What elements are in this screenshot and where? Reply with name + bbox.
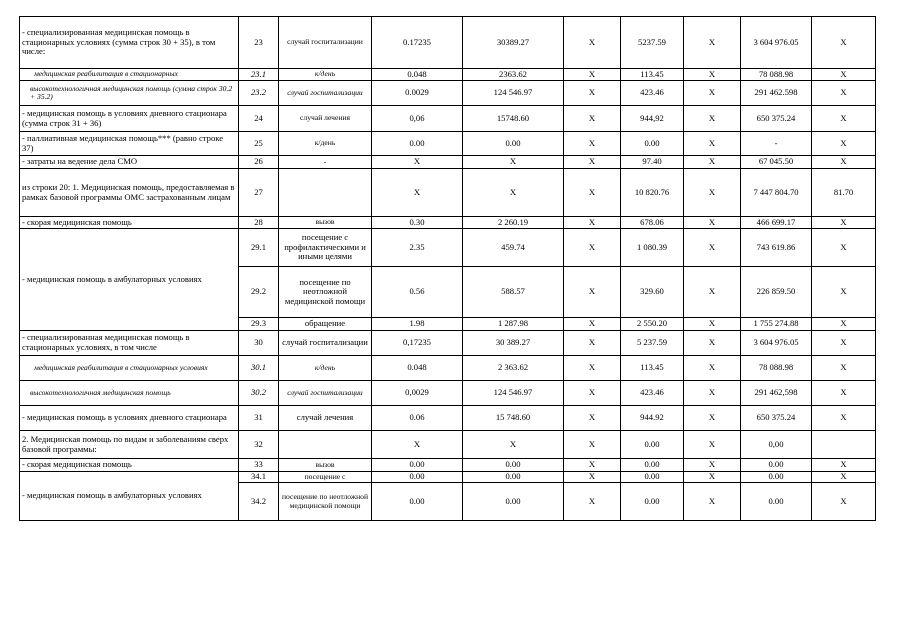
table-row bbox=[20, 17, 876, 69]
row-value: X bbox=[372, 169, 463, 217]
row-value: X bbox=[684, 217, 741, 229]
row-value: 0.00 bbox=[372, 483, 463, 521]
row-value: 743 619.86 bbox=[741, 229, 812, 267]
row-value: 2 260.19 bbox=[463, 217, 564, 229]
row-value: 30389.27 bbox=[463, 17, 564, 69]
row-value: X bbox=[812, 132, 876, 156]
row-value: X bbox=[564, 459, 621, 472]
row-value: X bbox=[684, 267, 741, 318]
row-unit: посещение с bbox=[279, 472, 372, 483]
row-value: 3 604 976.05 bbox=[741, 331, 812, 356]
row-number: 32 bbox=[239, 431, 279, 459]
row-value: 3 604 976.05 bbox=[741, 17, 812, 69]
row-value: 124 546.97 bbox=[463, 81, 564, 106]
row-value: X bbox=[812, 217, 876, 229]
table-row bbox=[20, 431, 876, 459]
table-row bbox=[20, 229, 876, 267]
row-value: 1.98 bbox=[372, 318, 463, 331]
row-value: 0.00 bbox=[621, 459, 684, 472]
row-name: - медицинская помощь в амбулаторных условиях bbox=[20, 472, 239, 521]
row-value: X bbox=[564, 472, 621, 483]
row-unit bbox=[279, 169, 372, 217]
row-value: 0.00 bbox=[372, 472, 463, 483]
row-value: X bbox=[812, 483, 876, 521]
row-value: 113.45 bbox=[621, 356, 684, 381]
row-unit: случай госпитализации bbox=[279, 331, 372, 356]
row-unit: случай лечения bbox=[279, 406, 372, 431]
row-value: 0.00 bbox=[463, 472, 564, 483]
row-value: X bbox=[372, 431, 463, 459]
row-number: 28 bbox=[239, 217, 279, 229]
row-value: X bbox=[463, 169, 564, 217]
row-unit: посещение с профилактическими и иными целями bbox=[279, 229, 372, 267]
row-value: X bbox=[684, 17, 741, 69]
row-name: - медицинская помощь в условиях дневного стационара (сумма строк 31 + 36) bbox=[20, 106, 239, 132]
row-value: 0.00 bbox=[741, 459, 812, 472]
row-unit: обращение bbox=[279, 318, 372, 331]
row-value: 113.45 bbox=[621, 69, 684, 81]
row-number: 31 bbox=[239, 406, 279, 431]
row-name: высокотехнологичная медицинская помощь bbox=[20, 381, 239, 406]
row-value: 0.00 bbox=[621, 431, 684, 459]
row-value: X bbox=[564, 406, 621, 431]
row-unit: - bbox=[279, 156, 372, 169]
row-value: 7 447 804.70 bbox=[741, 169, 812, 217]
row-value: X bbox=[564, 69, 621, 81]
row-value: 0.00 bbox=[463, 483, 564, 521]
row-value: 2 363.62 bbox=[463, 356, 564, 381]
row-number: 26 bbox=[239, 156, 279, 169]
row-value: X bbox=[684, 132, 741, 156]
row-value: X bbox=[684, 472, 741, 483]
row-value: 0.00 bbox=[741, 483, 812, 521]
row-value: 329.60 bbox=[621, 267, 684, 318]
row-value: 423.46 bbox=[621, 81, 684, 106]
row-value: 0.56 bbox=[372, 267, 463, 318]
row-value: X bbox=[564, 17, 621, 69]
row-value: 30 389.27 bbox=[463, 331, 564, 356]
row-value: 0.0029 bbox=[372, 81, 463, 106]
row-number: 29.3 bbox=[239, 318, 279, 331]
row-value: X bbox=[812, 472, 876, 483]
row-value: 1 755 274.88 bbox=[741, 318, 812, 331]
row-number: 30.1 bbox=[239, 356, 279, 381]
row-value: X bbox=[684, 356, 741, 381]
row-value: 78 088.98 bbox=[741, 356, 812, 381]
row-value: X bbox=[812, 17, 876, 69]
row-value: 78 088.98 bbox=[741, 69, 812, 81]
row-name: из строки 20: 1. Медицинская помощь, предоставляемая в рамках базовой программы ОМС застрахованным лицам bbox=[20, 169, 239, 217]
row-value: X bbox=[812, 381, 876, 406]
table-row bbox=[20, 356, 876, 381]
row-value: 0.00 bbox=[621, 483, 684, 521]
row-value: 459.74 bbox=[463, 229, 564, 267]
row-value: 0.00 bbox=[741, 472, 812, 483]
row-value: 81.70 bbox=[812, 169, 876, 217]
row-value: 291 462.598 bbox=[741, 81, 812, 106]
row-number: 24 bbox=[239, 106, 279, 132]
row-unit bbox=[279, 431, 372, 459]
row-value: X bbox=[684, 318, 741, 331]
row-value: 0.30 bbox=[372, 217, 463, 229]
row-value: 0.00 bbox=[372, 132, 463, 156]
table-row bbox=[20, 381, 876, 406]
row-value: 0.00 bbox=[372, 459, 463, 472]
row-value: X bbox=[564, 431, 621, 459]
row-value: X bbox=[812, 459, 876, 472]
row-number: 34.2 bbox=[239, 483, 279, 521]
row-value: 5 237.59 bbox=[621, 331, 684, 356]
row-value: 15 748.60 bbox=[463, 406, 564, 431]
row-unit: вызов bbox=[279, 459, 372, 472]
table-row bbox=[20, 217, 876, 229]
row-value: 650 375.24 bbox=[741, 406, 812, 431]
row-value: 423.46 bbox=[621, 381, 684, 406]
row-number: 23 bbox=[239, 17, 279, 69]
row-value: X bbox=[684, 69, 741, 81]
row-value: X bbox=[564, 267, 621, 318]
row-value: X bbox=[812, 229, 876, 267]
row-value: X bbox=[812, 406, 876, 431]
row-value: X bbox=[684, 406, 741, 431]
row-value: 0,0029 bbox=[372, 381, 463, 406]
row-value: 0.048 bbox=[372, 69, 463, 81]
row-value: X bbox=[812, 156, 876, 169]
row-name: - медицинская помощь в условиях дневного стационара bbox=[20, 406, 239, 431]
row-value: X bbox=[812, 267, 876, 318]
row-value: X bbox=[812, 318, 876, 331]
row-value: 67 045.50 bbox=[741, 156, 812, 169]
row-name: - скорая медицинская помощь bbox=[20, 217, 239, 229]
row-value: X bbox=[812, 81, 876, 106]
row-value: 0.00 bbox=[463, 459, 564, 472]
row-value: X bbox=[564, 132, 621, 156]
row-value: X bbox=[564, 169, 621, 217]
row-value: X bbox=[812, 331, 876, 356]
row-value: X bbox=[684, 169, 741, 217]
row-name: - медицинская помощь в амбулаторных условиях bbox=[20, 229, 239, 331]
row-value bbox=[812, 431, 876, 459]
row-value: X bbox=[564, 483, 621, 521]
row-value: 10 820.76 bbox=[621, 169, 684, 217]
row-value: 15748.60 bbox=[463, 106, 564, 132]
row-value: 0.00 bbox=[621, 132, 684, 156]
row-value: 97.40 bbox=[621, 156, 684, 169]
row-name: медицинская реабилитация в стационарных bbox=[20, 69, 239, 81]
row-value: 2.35 bbox=[372, 229, 463, 267]
table-row bbox=[20, 69, 876, 81]
row-value: X bbox=[684, 106, 741, 132]
row-value: 2 550.20 bbox=[621, 318, 684, 331]
row-value: 0.00 bbox=[621, 472, 684, 483]
row-number: 27 bbox=[239, 169, 279, 217]
row-value: X bbox=[564, 318, 621, 331]
row-name: - скорая медицинская помощь bbox=[20, 459, 239, 472]
row-number: 23.1 bbox=[239, 69, 279, 81]
row-value: X bbox=[812, 356, 876, 381]
financial-table bbox=[19, 16, 876, 521]
row-value: 650 375.24 bbox=[741, 106, 812, 132]
row-number: 29.1 bbox=[239, 229, 279, 267]
row-number: 30.2 bbox=[239, 381, 279, 406]
row-value: X bbox=[463, 156, 564, 169]
row-unit: вызов bbox=[279, 217, 372, 229]
table-row bbox=[20, 472, 876, 483]
row-value: 466 699.17 bbox=[741, 217, 812, 229]
row-value: 0.00 bbox=[463, 132, 564, 156]
row-value: X bbox=[564, 331, 621, 356]
table-row bbox=[20, 459, 876, 472]
row-value: 944.92 bbox=[621, 406, 684, 431]
row-value: X bbox=[684, 331, 741, 356]
table-row bbox=[20, 106, 876, 132]
row-value: X bbox=[684, 81, 741, 106]
row-value: X bbox=[684, 381, 741, 406]
row-unit: случай госпитализации bbox=[279, 381, 372, 406]
row-unit: к/день bbox=[279, 132, 372, 156]
table-row bbox=[20, 331, 876, 356]
row-value: 2363.62 bbox=[463, 69, 564, 81]
row-number: 29.2 bbox=[239, 267, 279, 318]
row-value: - bbox=[741, 132, 812, 156]
row-value: 0.048 bbox=[372, 356, 463, 381]
row-name: медицинская реабилитация в стационарных условиях bbox=[20, 356, 239, 381]
row-name: - затраты на ведение дела СМО bbox=[20, 156, 239, 169]
row-value: X bbox=[564, 356, 621, 381]
row-name: высокотехнологичная медицинская помощь (сумма строк 30.2 + 35.2) bbox=[20, 81, 239, 106]
row-unit: случай лечения bbox=[279, 106, 372, 132]
row-value: X bbox=[564, 217, 621, 229]
row-value: X bbox=[684, 459, 741, 472]
row-unit: посещение по неотложной медицинской помощи bbox=[279, 483, 372, 521]
row-value: X bbox=[812, 106, 876, 132]
row-unit: посещение по неотложной медицинской помощи bbox=[279, 267, 372, 318]
row-value: X bbox=[564, 229, 621, 267]
table-row bbox=[20, 169, 876, 217]
row-value: 226 859.50 bbox=[741, 267, 812, 318]
row-value: 588.57 bbox=[463, 267, 564, 318]
row-number: 34.1 bbox=[239, 472, 279, 483]
row-value: 0,06 bbox=[372, 106, 463, 132]
row-value: X bbox=[564, 81, 621, 106]
table-row bbox=[20, 81, 876, 106]
row-value: 0.06 bbox=[372, 406, 463, 431]
row-value: X bbox=[684, 431, 741, 459]
row-unit: случай госпитализации bbox=[279, 17, 372, 69]
row-value: 678.06 bbox=[621, 217, 684, 229]
row-value: X bbox=[463, 431, 564, 459]
row-value: X bbox=[684, 156, 741, 169]
row-number: 25 bbox=[239, 132, 279, 156]
row-value: 291 462,598 bbox=[741, 381, 812, 406]
row-value: X bbox=[564, 106, 621, 132]
row-value: 0.17235 bbox=[372, 17, 463, 69]
row-number: 23.2 bbox=[239, 81, 279, 106]
row-value: X bbox=[564, 156, 621, 169]
row-value: 944,92 bbox=[621, 106, 684, 132]
row-value: X bbox=[564, 381, 621, 406]
row-unit: к/день bbox=[279, 356, 372, 381]
row-value: X bbox=[684, 229, 741, 267]
row-number: 33 bbox=[239, 459, 279, 472]
row-name: - специализированная медицинская помощь в стационарных условиях (сумма строк 30 + 35), в том числе: bbox=[20, 17, 239, 69]
row-value: 0,00 bbox=[741, 431, 812, 459]
row-value: X bbox=[684, 483, 741, 521]
row-name: - специализированная медицинская помощь в стационарных условиях, в том числе bbox=[20, 331, 239, 356]
row-unit: к/день bbox=[279, 69, 372, 81]
row-value: 1 287.98 bbox=[463, 318, 564, 331]
row-name: - паллиативная медицинская помощь*** (равно строке 37) bbox=[20, 132, 239, 156]
row-value: 1 080.39 bbox=[621, 229, 684, 267]
row-value: 0,17235 bbox=[372, 331, 463, 356]
row-value: X bbox=[812, 69, 876, 81]
table-row bbox=[20, 156, 876, 169]
row-value: X bbox=[372, 156, 463, 169]
row-value: 5237.59 bbox=[621, 17, 684, 69]
table-row bbox=[20, 406, 876, 431]
row-number: 30 bbox=[239, 331, 279, 356]
row-unit: случай госпитализации bbox=[279, 81, 372, 106]
row-name: 2. Медицинская помощь по видам и заболеваниям сверх базовой программы: bbox=[20, 431, 239, 459]
table-row bbox=[20, 132, 876, 156]
row-value: 124 546.97 bbox=[463, 381, 564, 406]
